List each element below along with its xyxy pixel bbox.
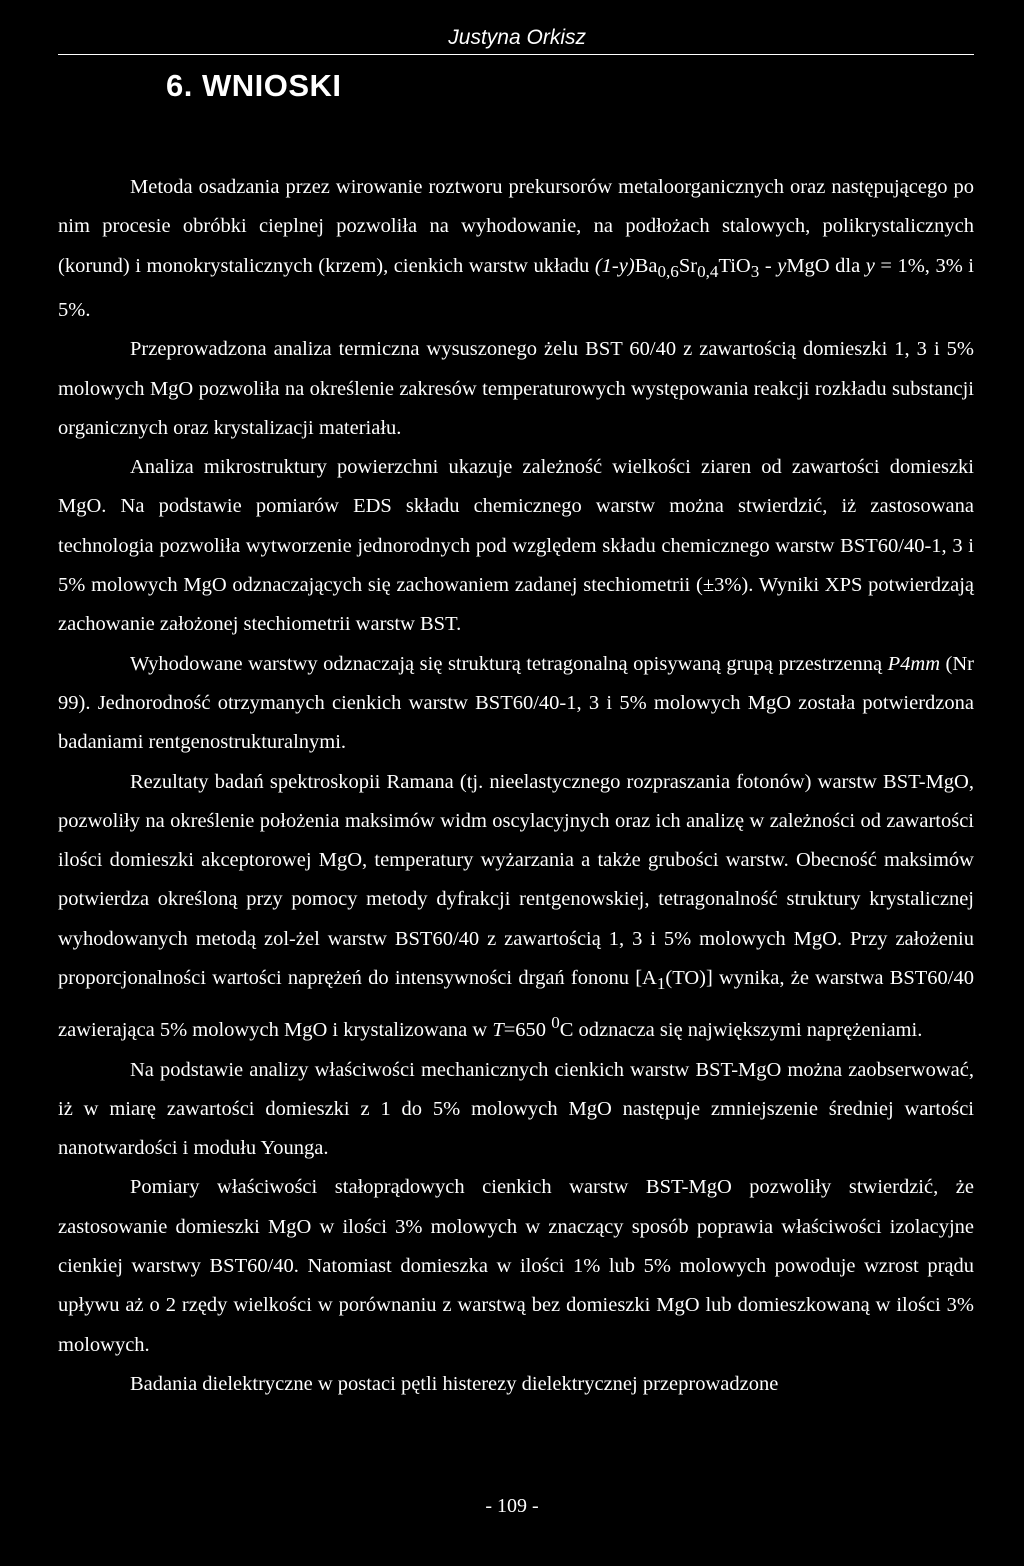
paragraph-4-text: Wyhodowane warstwy odznaczają się strukturą tetragonalną opisywaną grupą przestrzenną (130, 652, 888, 675)
formula-y2: y (865, 254, 875, 277)
paragraph-5-text: Rezultaty badań spektroskopii Ramana (tj. nieelastycznego rozpraszania fotonów) warstw BST-MgO, pozwoliły na określenie położenia maksimów widm oscylacyjnych oraz ich analizę w zależności od zawartości ilości domieszki akceptorowej MgO, temperatury wyżarzania a także grubości warstw. Obecność maksimów potwierdza określoną przy pomocy metody dyfrakcji rentgenowskiej, tetragonalność struktury krystalicznej wyhodowanych metodą zol-żel warstw BST60/40 z zawartością 1, 3 i 5% molowych MgO. Przy założeniu proporcjonalności wartości naprężeń do intensywności drgań fononu [A (58, 770, 974, 990)
space-group: P4mm (887, 652, 941, 675)
running-header-author: Justyna Orkisz (448, 26, 586, 49)
formula-y: y (777, 254, 787, 277)
body-text (58, 168, 974, 1404)
formula-mid: - (759, 254, 778, 277)
formula-ti-sub: 3 (750, 261, 760, 281)
formula-ba-sub: 0,6 (657, 261, 679, 281)
section-title: 6. WNIOSKI (166, 68, 342, 103)
paragraph-5-end: C odznacza się największymi naprężeniami. (559, 1019, 923, 1042)
temperature-symbol: T (492, 1019, 504, 1042)
paragraph-8: Badania dielektryczne w postaci pętli histerezy dielektrycznej przeprowadzone (130, 1372, 779, 1395)
paragraph-5-mid: (TO)] wynika, że warstwa BST60/40 zawierająca 5% molowych MgO i krystalizowana w (58, 967, 974, 1042)
paragraph-1-text: Metoda osadzania przez wirowanie roztworu prekursorów metaloorganicznych oraz następującego po nim procesie obróbki cieplnej pozwoliła na wyhodowanie, na podłożach stalowych, polikrystalicznych (korund) i monokrystalicznych (krzem), cienkich warstw układu (58, 176, 974, 277)
formula-sr: Sr (678, 254, 698, 277)
temperature-value: =650 (503, 1019, 552, 1042)
degree-sup: 0 (551, 1013, 560, 1033)
paragraph-5 (58, 763, 974, 1051)
header-divider (58, 54, 974, 55)
phonon-sub: 1 (656, 974, 666, 994)
paragraph-1 (58, 168, 974, 330)
paragraph-1-end: = 1%, 3% i 5%. (58, 254, 975, 321)
paragraph-6: Na podstawie analizy właściwości mechanicznych cienkich warstw BST-MgO można zaobserwować, iż w miarę zawartości domieszki z 1 do 5% molowych MgO następuje zmniejszenie średniej wartości nanotwardości i modułu Younga. (58, 1058, 974, 1160)
formula-ti: TiO (718, 254, 751, 277)
page-number: - 109 - (485, 1495, 539, 1517)
paragraph-4-end: (Nr 99). Jednorodność otrzymanych cienkich warstw BST60/40-1, 3 i 5% molowych MgO została potwierdzona badaniami rentgenostrukturalnymi. (58, 652, 974, 754)
paragraph-2: Przeprowadzona analiza termiczna wysuszonego żelu BST 60/40 z zawartością domieszki 1, 3 i 5% molowych MgO pozwoliła na określenie zakresów temperaturowych występowania reakcji rozkładu substancji organicznych oraz krystalizacji materiału. (58, 338, 974, 439)
formula-mgo: MgO dla (786, 254, 866, 277)
paragraph-3: Analiza mikrostruktury powierzchni ukazuje zależność wielkości ziaren od zawartości domieszki MgO. Na podstawie pomiarów EDS składu chemicznego warstw można stwierdzić, iż zastosowana technologia pozwoliła wytworzenie jednorodnych pod względem składu chemicznego warstw BST60/40-1, 3 i 5% molowych MgO odznaczających się zachowaniem zadanej stechiometrii (±3%). Wyniki XPS potwierdzają zachowanie założonej stechiometrii warstw BST. (58, 456, 974, 636)
formula-prefix: (1-y) (594, 254, 635, 277)
paragraph-4 (58, 645, 974, 763)
formula-ba: Ba (634, 254, 658, 277)
formula-sr-sub: 0,4 (697, 261, 719, 281)
paragraph-7: Pomiary właściwości stałoprądowych cienkich warstw BST-MgO pozwoliły stwierdzić, że zastosowanie domieszki MgO w ilości 3% molowych w znaczący sposób poprawia właściwości izolacyjne cienkiej warstwy BST60/40. Natomiast domieszka w ilości 1% lub 5% molowych powoduje wzrost prądu upływu aż o 2 rzędy wielkości w porównaniu z warstwą bez domieszki MgO lub domieszkowaną w ilości 3% molowych. (58, 1176, 974, 1356)
